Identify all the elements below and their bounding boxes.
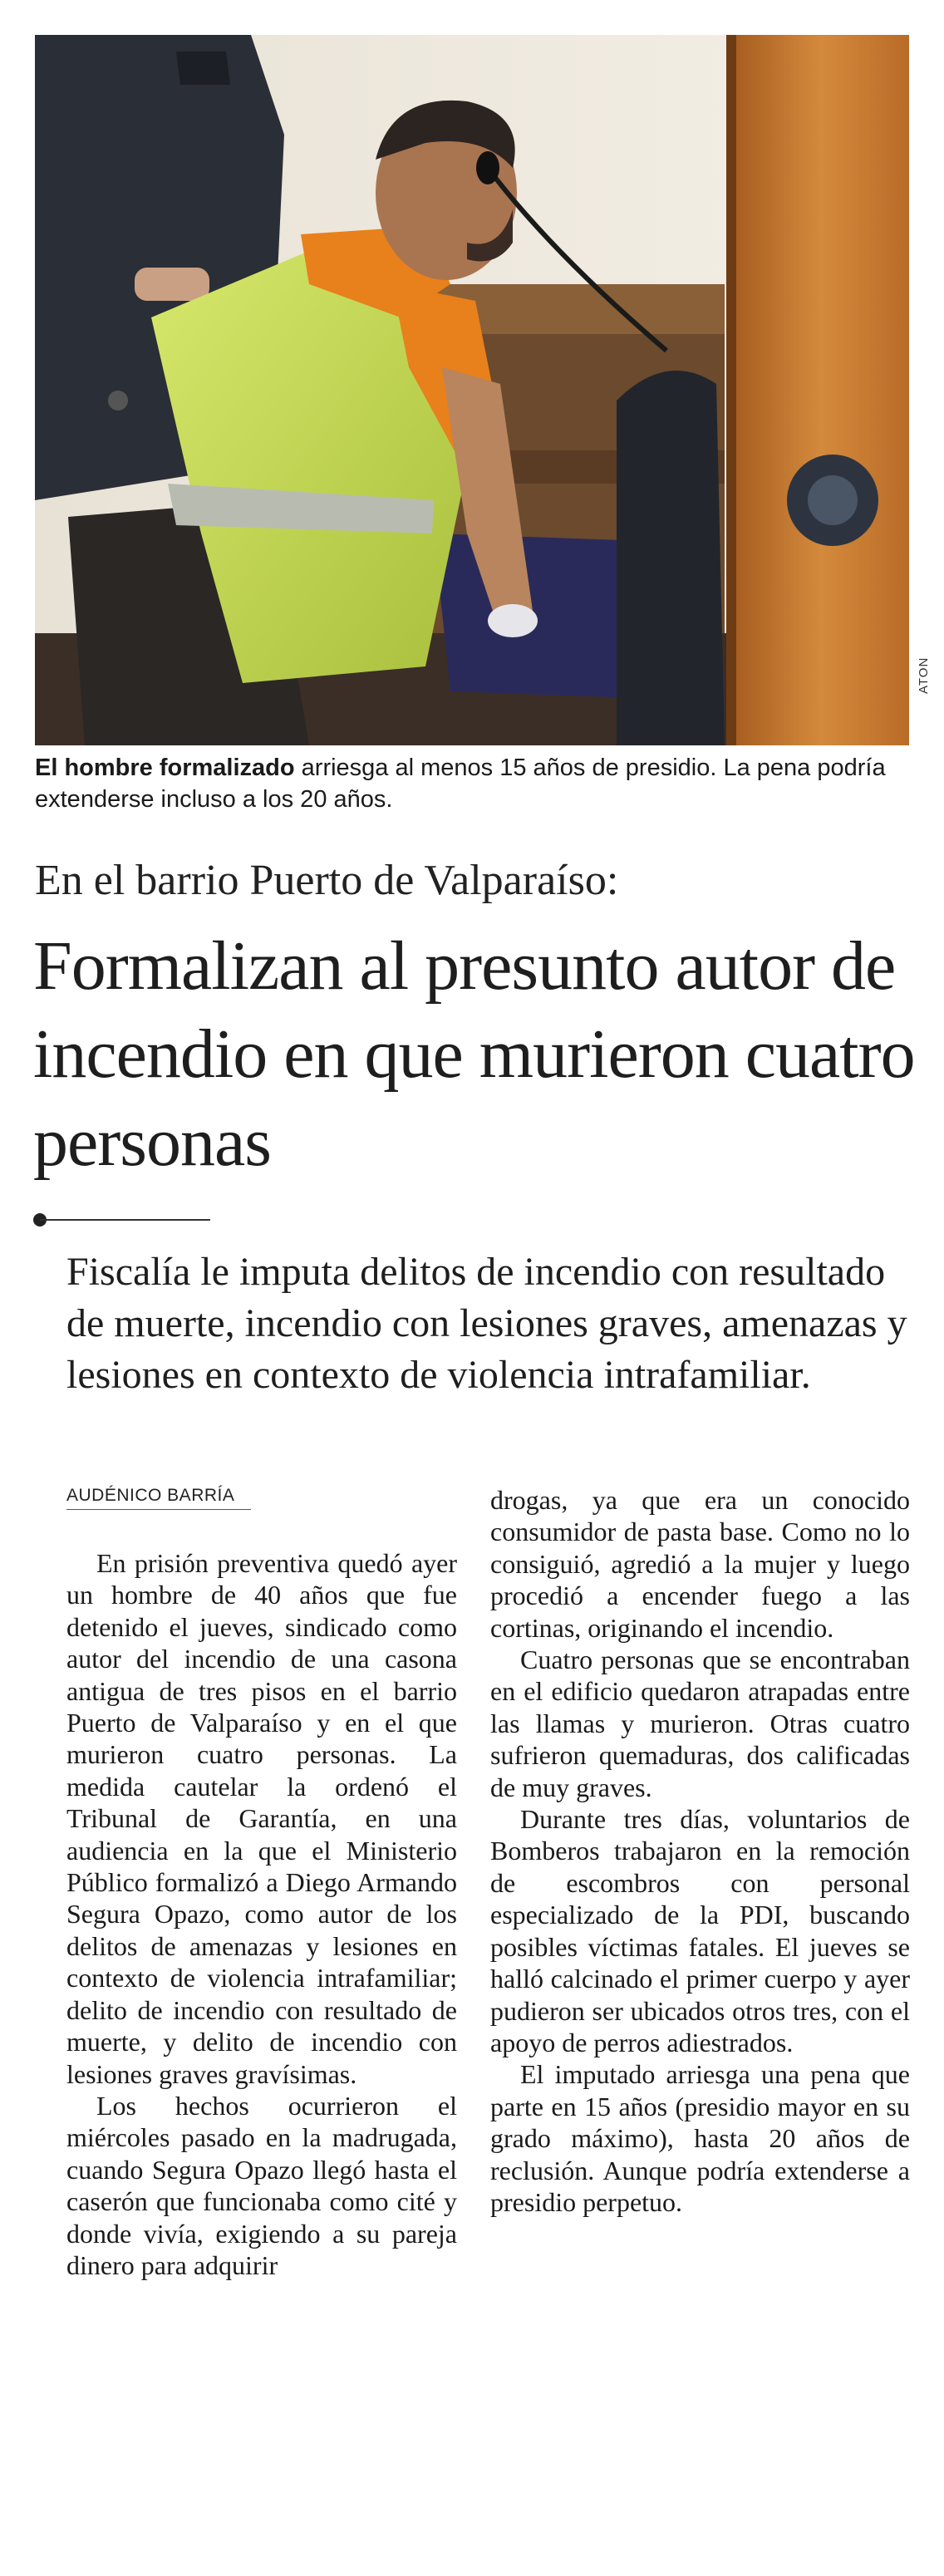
courtroom-photo-illustration	[35, 35, 909, 745]
news-photo	[35, 35, 909, 745]
byline: AUDÉNICO BARRÍA	[66, 1486, 235, 1505]
body-column-1	[66, 1547, 457, 2281]
body-column-2	[490, 1484, 910, 2218]
body-paragraph: En prisión preventiva quedó ayer un hombre de 40 años que fue detenido el jueves, sindicado como autor del incendio de una casona antigua de tres pisos en el barrio Puerto de Valparaíso y en el que murieron cuatro personas. La medida cautelar la ordenó el Tribunal de Garantía, en una audiencia en la que el Ministerio Público formalizó a Diego Armando Segura Opazo, como autor de los delitos de amenazas y lesiones en contexto de violencia intrafamiliar; delito de incendio con resultado de muerte, y delito de incendio con lesiones graves gravísimas.	[66, 1548, 457, 2089]
body-paragraph: El imputado arriesga una pena que parte en 15 años (presidio mayor en su grado máximo), hasta 20 años de reclusión. Aunque podría extenderse a presidio perpetuo.	[490, 2059, 910, 2217]
kicker: En el barrio Puerto de Valparaíso:	[35, 857, 619, 904]
divider-rule	[40, 1219, 210, 1221]
deck-subheadline: Fiscalía le imputa delitos de incendio con resultado de muerte, incendio con lesiones graves, amenazas y lesiones en contexto de violencia intrafamiliar.	[66, 1250, 907, 1397]
body-paragraph: drogas, ya que era un conocido consumidor de pasta base. Como no lo consiguió, agredió a la mujer y luego procedió a encender fuego a las cortinas, originando el incendio.	[490, 1485, 910, 1643]
body-paragraph: Los hechos ocurrieron el miércoles pasado en la madrugada, cuando Segura Opazo llegó hasta el caserón que funcionaba como cité y donde vivía, exigiendo a su pareja dinero para adquirir	[66, 2090, 457, 2280]
body-paragraph: Durante tres días, voluntarios de Bomberos trabajaron en la remoción de escombros con personal especializado de la PDI, buscando posibles víctimas fatales. El jueves se halló calcinado el primer cuerpo y ayer pudieron ser ubicados otros tres, con el apoyo de perros adiestrados.	[490, 1804, 910, 2057]
photo-credit: ATON	[917, 656, 931, 694]
photo-caption	[35, 752, 916, 815]
byline-underline	[66, 1509, 251, 1510]
headline: Formalizan al presunto autor de incendio en que murieron cuatro personas	[33, 927, 915, 1181]
caption-text: arriesga al menos 15 años de presidio. La pena podría extenderse incluso a los 20 años.	[35, 755, 886, 813]
body-paragraph: Cuatro personas que se encontraban en el edificio quedaron atrapadas entre las llamas y murieron. Otras cuatro sufrieron quemaduras, dos calificadas de muy graves.	[490, 1644, 910, 1802]
caption-lead: El hombre formalizado	[35, 755, 295, 781]
